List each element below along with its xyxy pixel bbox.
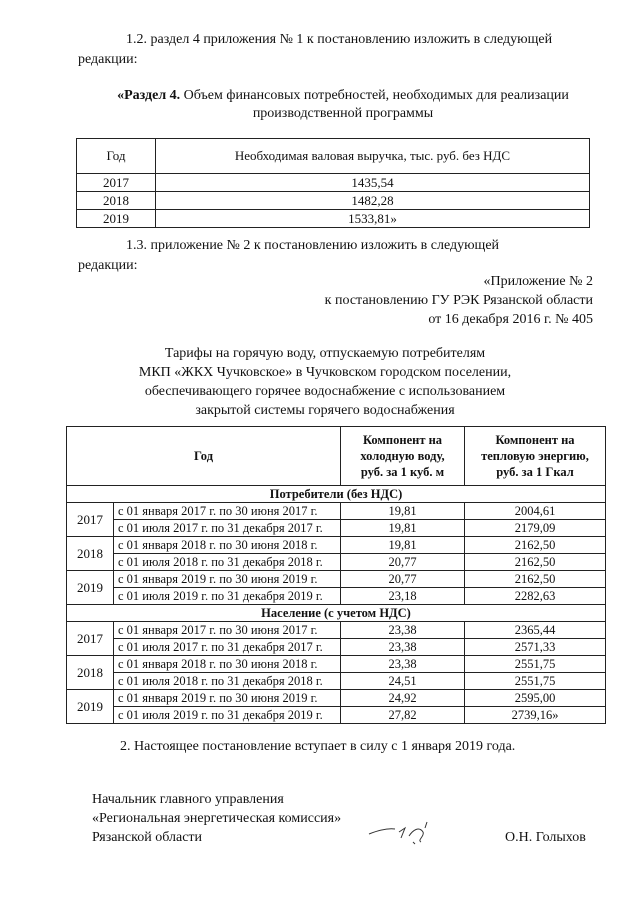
appendix-line2: к постановлению ГУ РЭК Рязанской области [324, 293, 593, 308]
column-header-heat-energy [465, 427, 606, 486]
tariff-title-line3: обеспечивающего горячее водоснабжение с использованием [144, 384, 506, 399]
heat-energy-cell: 2162,50 [465, 554, 606, 571]
cold-water-cell: 19,81 [341, 537, 465, 554]
table-row [67, 520, 606, 537]
table-row [77, 210, 590, 228]
table-row [67, 554, 606, 571]
revenue-table [76, 138, 590, 228]
heat-energy-cell: 2162,50 [465, 571, 606, 588]
table-row [67, 656, 606, 673]
item-1-3 [78, 236, 593, 256]
column-header-year: Год [67, 427, 341, 486]
appendix-line1: «Приложение № 2 [483, 274, 593, 289]
table-row [77, 192, 590, 210]
appendix-reference [200, 272, 593, 329]
cold-water-cell: 24,92 [341, 690, 465, 707]
header-cold-line3: руб. за 1 куб. м [360, 465, 445, 479]
period-cell: с 01 января 2017 г. по 30 июня 2017 г. [114, 622, 341, 639]
column-header-revenue: Необходимая валовая выручка, тыс. руб. без НДС [156, 139, 590, 174]
section-consumers: Потребители (без НДС) [67, 486, 606, 503]
tariff-table [66, 426, 606, 724]
cold-water-cell: 27,82 [341, 707, 465, 724]
cold-water-cell: 23,38 [341, 622, 465, 639]
item-2: 2. Настоящее постановление вступает в силу с 1 января 2019 года. [120, 739, 516, 754]
period-cell: с 01 января 2018 г. по 30 июня 2018 г. [114, 656, 341, 673]
header-heat-line3: руб. за 1 Гкал [496, 465, 574, 479]
heat-energy-cell: 2004,61 [465, 503, 606, 520]
period-cell: с 01 января 2019 г. по 30 июня 2019 г. [114, 571, 341, 588]
table-row [67, 622, 606, 639]
period-cell: с 01 января 2017 г. по 30 июня 2017 г. [114, 503, 341, 520]
signature-title-line1: Начальник главного управления [92, 792, 284, 807]
cold-water-cell: 19,81 [341, 520, 465, 537]
period-cell: с 01 июля 2018 г. по 31 декабря 2018 г. [114, 673, 341, 690]
cold-water-cell: 19,81 [341, 503, 465, 520]
header-cold-line1: Компонент на [362, 433, 443, 447]
heat-energy-cell: 2282,63 [465, 588, 606, 605]
heat-energy-cell: 2595,00 [465, 690, 606, 707]
table-row [67, 588, 606, 605]
signatory-name: О.Н. Голыхов [505, 830, 586, 845]
table-row [67, 673, 606, 690]
table-header-row [67, 427, 606, 486]
period-cell: с 01 июля 2018 г. по 31 декабря 2018 г. [114, 554, 341, 571]
section-row [67, 605, 606, 622]
year-cell: 2019 [77, 210, 156, 228]
year-cell: 2018 [77, 192, 156, 210]
period-cell: с 01 января 2018 г. по 30 июня 2018 г. [114, 537, 341, 554]
heat-energy-cell: 2551,75 [465, 656, 606, 673]
section-population: Население (с учетом НДС) [67, 605, 606, 622]
table-row [67, 503, 606, 520]
table-row [77, 174, 590, 192]
table-row [67, 639, 606, 656]
year-cell: 2019 [67, 690, 114, 724]
period-cell: с 01 июля 2017 г. по 31 декабря 2017 г. [114, 520, 341, 537]
cold-water-cell: 24,51 [341, 673, 465, 690]
table-row [67, 690, 606, 707]
tariff-title [60, 344, 590, 420]
year-cell: 2019 [67, 571, 114, 605]
cold-water-cell: 20,77 [341, 554, 465, 571]
item-1-2-line2: редакции: [78, 52, 138, 67]
signature-title-line3: Рязанской области [92, 830, 203, 845]
table-row [67, 707, 606, 724]
table-header-row [77, 139, 590, 174]
cold-water-cell: 23,38 [341, 639, 465, 656]
handwritten-signature [365, 812, 445, 857]
year-cell: 2017 [67, 622, 114, 656]
tariff-title-line1: Тарифы на горячую воду, отпускаемую потребителям [164, 346, 486, 361]
item-1-3-line1: 1.3. приложение № 2 к постановлению изложить в следующей [126, 238, 500, 253]
heat-energy-cell: 2162,50 [465, 537, 606, 554]
column-header-cold-water [341, 427, 465, 486]
cold-water-cell: 23,18 [341, 588, 465, 605]
heat-energy-cell: 2739,16» [465, 707, 606, 724]
heat-energy-cell: 2571,33 [465, 639, 606, 656]
year-cell: 2017 [67, 503, 114, 537]
heat-energy-cell: 2551,75 [465, 673, 606, 690]
tariff-title-line4: закрытой системы горячего водоснабжения [195, 403, 455, 418]
header-cold-line2: холодную воду, [360, 449, 445, 463]
heat-energy-cell: 2179,09 [465, 520, 606, 537]
period-cell: с 01 июля 2019 г. по 31 декабря 2019 г. [114, 588, 341, 605]
item-1-2-line1: 1.2. раздел 4 приложения № 1 к постановлению изложить в следующей [126, 32, 553, 47]
header-heat-line1: Компонент на [495, 433, 575, 447]
tariff-title-line2: МКП «ЖКХ Чучковское» в Чучковском городском поселении, [138, 365, 512, 380]
table-row [67, 537, 606, 554]
table-row [67, 571, 606, 588]
section-row [67, 486, 606, 503]
signature-title-line2: «Региональная энергетическая комиссия» [92, 811, 342, 826]
section-4-title-line2: производственной программы [252, 106, 434, 121]
item-1-2 [78, 30, 593, 50]
value-cell: 1482,28 [156, 192, 590, 210]
header-heat-line2: тепловую энергию, [481, 449, 589, 463]
value-cell: 1435,54 [156, 174, 590, 192]
section-4-title: Объем финансовых потребностей, необходимых для реализации [180, 88, 569, 103]
item-1-3-line2: редакции: [78, 258, 138, 273]
column-header-year: Год [77, 139, 156, 174]
year-cell: 2018 [67, 656, 114, 690]
heat-energy-cell: 2365,44 [465, 622, 606, 639]
section-4-label: «Раздел 4. [117, 88, 181, 103]
cold-water-cell: 20,77 [341, 571, 465, 588]
appendix-line3: от 16 декабря 2016 г. № 405 [428, 312, 593, 327]
section-4-heading [78, 86, 608, 106]
period-cell: с 01 июля 2019 г. по 31 декабря 2019 г. [114, 707, 341, 724]
period-cell: с 01 июля 2017 г. по 31 декабря 2017 г. [114, 639, 341, 656]
value-cell: 1533,81» [156, 210, 590, 228]
signature-block [92, 790, 341, 847]
year-cell: 2017 [77, 174, 156, 192]
year-cell: 2018 [67, 537, 114, 571]
cold-water-cell: 23,38 [341, 656, 465, 673]
period-cell: с 01 января 2019 г. по 30 июня 2019 г. [114, 690, 341, 707]
